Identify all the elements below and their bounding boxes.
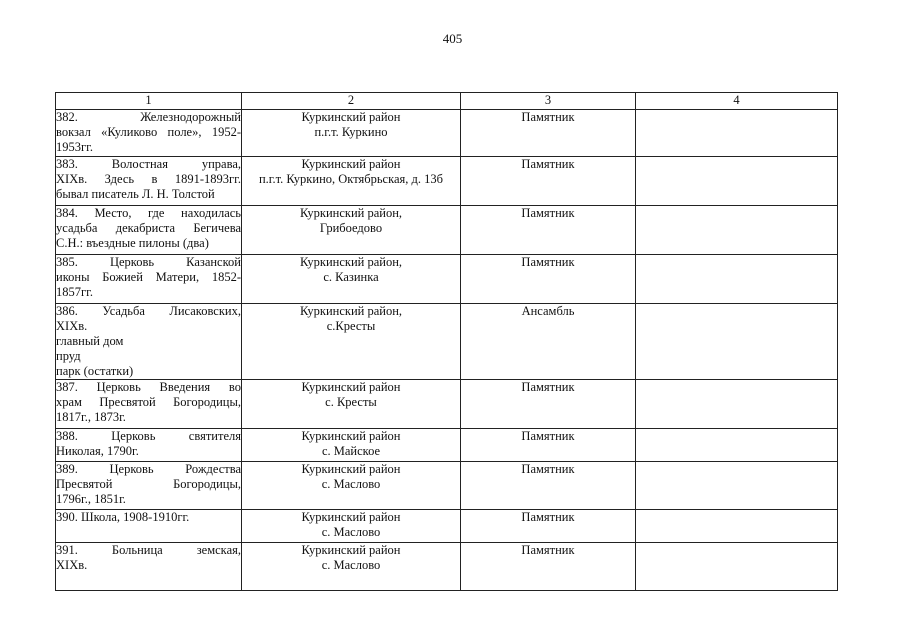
registry-table	[55, 92, 838, 591]
object-name-line: 384. Место, где находилась	[56, 206, 241, 220]
location-line: с. Кресты	[325, 395, 377, 409]
note-cell	[636, 206, 838, 255]
location-line: с.Кресты	[326, 319, 376, 333]
object-name-line: 1953гг.	[56, 140, 93, 154]
location-line: Грибоедово	[319, 221, 383, 235]
object-name-line: вокзал «Куликово поле», 1952-	[56, 125, 241, 139]
object-name-cell	[56, 110, 242, 157]
object-name-line: 386. Усадьба Лисаковских,	[56, 304, 241, 318]
object-name-cell	[56, 462, 242, 510]
note-cell	[636, 157, 838, 206]
note-cell	[636, 429, 838, 462]
location-line: с. Казинка	[323, 270, 379, 284]
column-header-3: 3	[461, 93, 636, 110]
object-name-line: 391. Больница земская,	[56, 543, 241, 557]
object-name-line: XIXв.	[56, 319, 88, 333]
object-name-line: усадьба декабриста Бегичева	[56, 221, 241, 235]
object-name-line: храм Пресвятой Богородицы,	[56, 395, 241, 409]
object-name-cell	[56, 157, 242, 206]
category-cell: Памятник	[461, 462, 636, 510]
location-cell	[242, 206, 461, 255]
location-line: с. Маслово	[321, 525, 381, 539]
category-cell: Ансамбль	[461, 304, 636, 380]
object-name-cell	[56, 543, 242, 591]
note-cell	[636, 304, 838, 380]
object-name-line: главный дом	[56, 334, 124, 348]
location-line: с. Маслово	[321, 477, 381, 491]
object-name-line: парк (остатки)	[56, 364, 134, 378]
category-cell: Памятник	[461, 543, 636, 591]
note-cell	[636, 380, 838, 429]
note-cell	[636, 255, 838, 304]
header-row	[56, 93, 838, 110]
object-name-line: 383. Волостная управа,	[56, 157, 241, 171]
object-name-line: пруд	[56, 349, 81, 363]
table-row	[56, 304, 838, 380]
category-cell: Памятник	[461, 429, 636, 462]
object-name-line: иконы Божией Матери, 1852-	[56, 270, 241, 284]
location-line: Куркинский район,	[299, 255, 403, 269]
category-cell: Памятник	[461, 157, 636, 206]
object-name-line: 1857гг.	[56, 285, 93, 299]
object-name-cell	[56, 304, 242, 380]
category-cell: Памятник	[461, 206, 636, 255]
note-cell	[636, 110, 838, 157]
object-name-line: бывал писатель Л. Н. Толстой	[56, 187, 215, 201]
note-cell	[636, 462, 838, 510]
note-cell	[636, 543, 838, 591]
location-cell	[242, 429, 461, 462]
location-line: Куркинский район	[301, 157, 401, 171]
object-name-cell	[56, 380, 242, 429]
location-cell	[242, 510, 461, 543]
object-name-line: 1796г., 1851г.	[56, 492, 126, 506]
object-name-line: XIXв. Здесь в 1891-1893гг.	[56, 172, 241, 186]
object-name-line: 385. Церковь Казанской	[56, 255, 241, 269]
object-name-line: С.Н.: въездные пилоны (два)	[56, 236, 209, 250]
location-cell	[242, 255, 461, 304]
object-name-line: 1817г., 1873г.	[56, 410, 126, 424]
location-cell	[242, 462, 461, 510]
location-cell	[242, 157, 461, 206]
page-number: 405	[442, 31, 463, 46]
location-line: Куркинский район	[301, 462, 401, 476]
object-name-cell	[56, 206, 242, 255]
column-header-4: 4	[636, 93, 838, 110]
table-row	[56, 510, 838, 543]
object-name-line: XIXв.	[56, 558, 88, 572]
object-name-line: Николая, 1790г.	[56, 444, 139, 458]
category-cell: Памятник	[461, 380, 636, 429]
object-name-line: 388. Церковь святителя	[56, 429, 241, 443]
object-name-line: 390. Школа, 1908-1910гг.	[56, 510, 190, 524]
table-row	[56, 462, 838, 510]
category-cell: Памятник	[461, 510, 636, 543]
location-line: Куркинский район	[301, 429, 401, 443]
note-cell	[636, 510, 838, 543]
table-row	[56, 157, 838, 206]
object-name-cell	[56, 255, 242, 304]
location-line: Куркинский район	[301, 110, 401, 124]
table-row	[56, 380, 838, 429]
object-name-line: 382. Железнодорожный	[56, 110, 241, 124]
location-line: с. Маслово	[321, 558, 381, 572]
location-cell	[242, 380, 461, 429]
category-cell: Памятник	[461, 255, 636, 304]
object-name-cell	[56, 429, 242, 462]
table-body	[56, 110, 838, 591]
location-line: с. Майское	[321, 444, 381, 458]
location-cell	[242, 543, 461, 591]
location-line: Куркинский район,	[299, 206, 403, 220]
table-row	[56, 543, 838, 591]
table-row	[56, 429, 838, 462]
object-name-line: 389. Церковь Рождества	[56, 462, 241, 476]
location-line: п.г.т. Куркино	[314, 125, 388, 139]
column-header-1: 1	[56, 93, 242, 110]
object-name-line: 387. Церковь Введения во	[56, 380, 241, 394]
object-name-line: Пресвятой Богородицы,	[56, 477, 241, 491]
table-row	[56, 110, 838, 157]
location-line: Куркинский район	[301, 380, 401, 394]
location-line: Куркинский район	[301, 543, 401, 557]
location-line: п.г.т. Куркино, Октябрьская, д. 13б	[258, 172, 444, 186]
location-line: Куркинский район,	[299, 304, 403, 318]
table-row	[56, 206, 838, 255]
location-cell	[242, 110, 461, 157]
object-name-cell	[56, 510, 242, 543]
table-row	[56, 255, 838, 304]
location-cell	[242, 304, 461, 380]
location-line: Куркинский район	[301, 510, 401, 524]
column-header-2: 2	[242, 93, 461, 110]
category-cell: Памятник	[461, 110, 636, 157]
